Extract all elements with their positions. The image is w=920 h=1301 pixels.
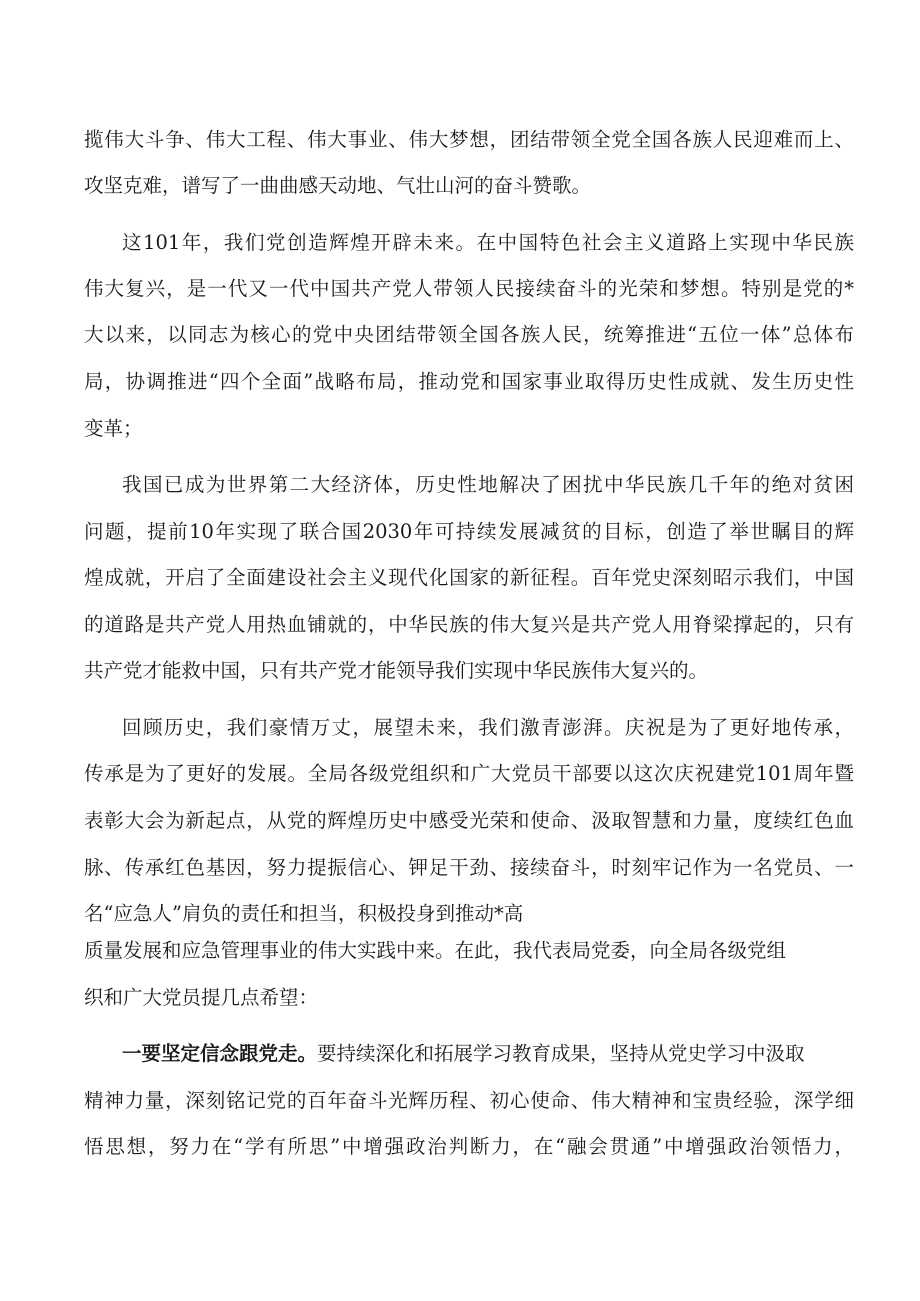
paragraph-line: 共产党才能救中国，只有共产党才能领导我们实现中华民族伟大复兴的。: [84, 659, 709, 682]
paragraph-line: 精神力量，深刻铭记党的百年奋斗光辉历程、初心使命、伟大精神和宝贵经验，深学细: [84, 1089, 854, 1112]
paragraph-line: 表彰大会为新起点，从党的辉煌历史中感受光荣和使命、汲取智慧和力量，度续红色血: [84, 809, 854, 832]
paragraph-line: 伟大复兴，是一代又一代中国共产党人带领人民接续奋斗的光荣和梦想。特别是党的*: [84, 277, 854, 300]
paragraph-line: 煌成就，开启了全面建设社会主义现代化国家的新征程。百年党史深刻昭示我们，中国: [84, 566, 854, 589]
paragraph-line: 脉、传承红色基因，努力提振信心、钾足干劲、接续奋斗，时刻牢记作为一名党员、一: [84, 856, 854, 879]
section-heading-text: 要持续深化和拓展学习教育成果，坚持从党史学习中汲取: [317, 1042, 805, 1065]
paragraph-line: 这101年，我们党创造辉煌开辟未来。在中国特色社会主义道路上实现中华民族: [122, 231, 854, 254]
section-heading-line: [122, 1040, 854, 1068]
paragraph-line: 问题，提前10年实现了联合国2030年可持续发展减贫的目标，创造了举世瞩目的辉: [84, 520, 854, 543]
paragraph-line: 悟思想，努力在“学有所思”中增强政治判断力，在“融会贯通”中增强政治领悟力，: [84, 1135, 854, 1158]
paragraph-line: 传承是为了更好的发展。全局各级党组织和广大党员干部要以这次庆祝建党101周年暨: [84, 762, 854, 785]
paragraph-line: 名“应急人”肩负的责任和担当，积极投身到推动*高: [84, 902, 524, 925]
paragraph-line: 质量发展和应急管理事业的伟大实践中来。在此，我代表局党委，向全局各级党组: [84, 939, 787, 962]
paragraph-line: 局，协调推进“四个全面”战略布局，推动党和国家事业取得历史性成就、发生历史性: [84, 370, 854, 393]
paragraph-line: 织和广大党员提几点希望：: [84, 986, 319, 1009]
paragraph-line: 大以来，以同志为核心的党中央团结带领全国各族人民，统筹推进“五位一体”总体布: [84, 323, 854, 346]
paragraph-line: 回顾历史，我们豪情万丈，展望未来，我们激青澎湃。庆祝是为了更好地传承，: [122, 716, 854, 739]
paragraph-line: 变革；: [84, 417, 143, 440]
paragraph-line: 的道路是共产党人用热血铺就的，中华民族的伟大复兴是共产党人用脊梁撑起的，只有: [84, 613, 854, 636]
paragraph-line: 我国已成为世界第二大经济体，历史性地解决了困扰中华民族几千年的绝对贫困: [122, 473, 854, 496]
paragraph-line: 揽伟大斗争、伟大工程、伟大事业、伟大梦想，团结带领全党全国各族人民迎难而上、: [84, 128, 854, 151]
paragraph-line: 攻坚克难，谱写了一曲曲感天动地、气壮山河的奋斗赞歌。: [84, 174, 592, 197]
section-heading: 一要坚定信念跟党走。: [122, 1042, 318, 1065]
